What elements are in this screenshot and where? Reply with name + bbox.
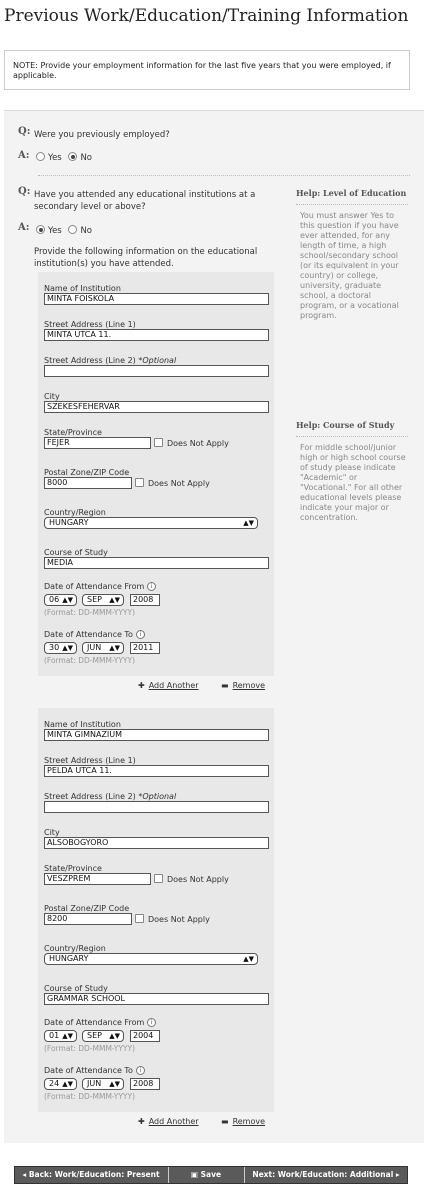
- q1-yes-label: Yes: [48, 153, 62, 163]
- to-label: [44, 630, 145, 639]
- from-year-input[interactable]: 2008: [130, 594, 160, 606]
- q1-text: Were you previously employed?: [34, 130, 170, 140]
- q1-label: Q:: [18, 126, 31, 137]
- not-apply-label: Does Not Apply: [167, 875, 229, 884]
- button-separator: [168, 1167, 169, 1183]
- remove-link-1[interactable]: [221, 681, 265, 690]
- add-icon: ✚: [138, 681, 145, 690]
- add-another-text[interactable]: Add Another: [148, 681, 199, 690]
- button-separator: [244, 1167, 245, 1183]
- help-body: For middle school/junior high or high school course of study please indicate "Academic" or "Vocational." For all other educational levels please indicate your major or concentration.: [300, 443, 406, 522]
- street2-input[interactable]: [44, 365, 269, 377]
- to-month-select[interactable]: [82, 1078, 124, 1090]
- course-label: Course of Study: [44, 984, 108, 993]
- q2-instruction: Provide the following information on the educational institution(s) you have attended.: [34, 247, 258, 269]
- to-label-text: Date of Attendance To: [44, 630, 133, 639]
- institution-block: [38, 708, 274, 1112]
- format-hint: (Format: DD-MMM-YYYY): [44, 608, 136, 617]
- from-day-value: 01: [49, 1031, 60, 1040]
- postal-not-apply-checkbox[interactable]: [135, 914, 144, 923]
- course-input[interactable]: MEDIA: [44, 557, 269, 569]
- to-label-text: Date of Attendance To: [44, 1066, 133, 1075]
- state-input[interactable]: FEJER: [44, 437, 151, 449]
- street1-input[interactable]: MINTA UTCA 11.: [44, 329, 269, 341]
- postal-label: Postal Zone/ZIP Code: [44, 468, 130, 477]
- page-title: Previous Work/Education/Training Information: [4, 6, 409, 26]
- remove-text[interactable]: Remove: [232, 681, 266, 690]
- course-label: Course of Study: [44, 548, 108, 557]
- footer-nav-bar: [14, 1166, 408, 1184]
- street1-label: Street Address (Line 1): [44, 320, 136, 329]
- state-not-apply-checkbox[interactable]: [154, 438, 163, 447]
- city-label: City: [44, 392, 60, 401]
- next-label: Next: Work/Education: Additional: [252, 1170, 394, 1179]
- q2-answer-group: [36, 225, 92, 237]
- back-arrow-icon: ◂: [22, 1170, 29, 1179]
- to-day-value: 30: [49, 643, 60, 652]
- q1-yes-radio[interactable]: [36, 152, 45, 161]
- institution-name-input[interactable]: MINTA GIMNAZIUM: [44, 729, 269, 741]
- remove-link-2[interactable]: [221, 1117, 265, 1126]
- select-arrow-icon: ▲▼: [62, 644, 73, 652]
- street1-input[interactable]: PELDA UTCA 11.: [44, 765, 269, 777]
- q2-yes-radio[interactable]: [36, 225, 45, 234]
- add-another-link-1[interactable]: [138, 681, 199, 690]
- city-label: City: [44, 828, 60, 837]
- a1-label: A:: [18, 150, 30, 161]
- optional-marker: *Optional: [138, 792, 177, 801]
- q2-text: Have you attended any educational institutions at a secondary level or above?: [34, 190, 256, 212]
- postal-not-apply[interactable]: [135, 478, 210, 488]
- from-label: [44, 582, 156, 591]
- select-arrow-icon: ▲▼: [243, 519, 254, 527]
- add-another-link-2[interactable]: [138, 1117, 199, 1126]
- to-year-input[interactable]: 2008: [130, 1078, 160, 1090]
- to-year-input[interactable]: 2011: [130, 642, 160, 654]
- from-month-value: SEP: [87, 595, 102, 604]
- from-day-value: 06: [49, 595, 60, 604]
- help-body: You must answer Yes to this question if you have ever attended, for any length of time, a high school/secondary school (or its equivalent in your country) or college, university, graduate school, a doctoral program, or a vocational program.: [300, 211, 399, 320]
- from-month-select[interactable]: [82, 594, 124, 606]
- to-day-value: 24: [49, 1079, 60, 1088]
- from-label: [44, 1018, 156, 1027]
- country-value: HUNGARY: [49, 954, 89, 963]
- from-label-text: Date of Attendance From: [44, 582, 145, 591]
- remove-text[interactable]: Remove: [232, 1117, 266, 1126]
- next-arrow-icon: ▸: [393, 1170, 400, 1179]
- help-title: Help: Level of Education: [296, 188, 408, 205]
- street2-label-text: Street Address (Line 2): [44, 356, 136, 365]
- institution-block: [38, 272, 274, 676]
- optional-marker: *Optional: [138, 356, 177, 365]
- from-month-value: SEP: [87, 1031, 102, 1040]
- q2-no-radio[interactable]: [68, 225, 77, 234]
- postal-input[interactable]: 8000: [44, 477, 132, 489]
- to-month-value: JUN: [87, 1079, 102, 1088]
- back-button[interactable]: [17, 1168, 165, 1182]
- state-not-apply[interactable]: [154, 874, 229, 884]
- country-label: Country/Region: [44, 944, 106, 953]
- from-year-input[interactable]: 2004: [130, 1030, 160, 1042]
- q2-yes-label: Yes: [48, 226, 62, 236]
- postal-label: Postal Zone/ZIP Code: [44, 904, 130, 913]
- street2-input[interactable]: [44, 801, 269, 813]
- select-arrow-icon: ▲▼: [62, 1080, 73, 1088]
- state-label: State/Province: [44, 864, 102, 873]
- state-not-apply[interactable]: [154, 438, 229, 448]
- street2-label-text: Street Address (Line 2): [44, 792, 136, 801]
- street1-label: Street Address (Line 1): [44, 756, 136, 765]
- from-month-select[interactable]: [82, 1030, 124, 1042]
- q1-no-radio[interactable]: [68, 152, 77, 161]
- save-button[interactable]: [171, 1168, 241, 1182]
- q2-label: Q:: [18, 186, 31, 197]
- a2-label: A:: [18, 222, 30, 233]
- remove-icon: ▬: [221, 1117, 229, 1126]
- street2-label: [44, 792, 176, 801]
- format-hint: (Format: DD-MMM-YYYY): [44, 1044, 136, 1053]
- select-arrow-icon: ▲▼: [62, 596, 73, 604]
- to-day-select[interactable]: [44, 642, 77, 654]
- country-value: HUNGARY: [49, 518, 89, 527]
- help-course-of-study: [296, 420, 408, 523]
- course-input[interactable]: GRAMMAR SCHOOL: [44, 993, 269, 1005]
- select-arrow-icon: ▲▼: [62, 1032, 73, 1040]
- not-apply-label: Does Not Apply: [167, 439, 229, 448]
- select-arrow-icon: ▲▼: [109, 596, 120, 604]
- divider: [38, 175, 410, 176]
- city-input[interactable]: ALSOBOGYORO: [44, 837, 269, 849]
- save-icon: ▣: [190, 1170, 201, 1179]
- postal-not-apply-checkbox[interactable]: [135, 478, 144, 487]
- institution-name-input[interactable]: MINTA FOISKOLA: [44, 293, 269, 305]
- help-level-of-education: [296, 188, 408, 321]
- select-arrow-icon: ▲▼: [109, 1032, 120, 1040]
- from-day-select[interactable]: [44, 594, 77, 606]
- q1-no-label: No: [80, 153, 92, 163]
- name-label: Name of Institution: [44, 284, 121, 293]
- remove-icon: ▬: [221, 681, 229, 690]
- from-day-select[interactable]: [44, 1030, 77, 1042]
- q1-answer-group: [36, 152, 92, 164]
- not-apply-label: Does Not Apply: [148, 915, 210, 924]
- to-day-select[interactable]: [44, 1078, 77, 1090]
- state-not-apply-checkbox[interactable]: [154, 874, 163, 883]
- from-label-text: Date of Attendance From: [44, 1018, 145, 1027]
- select-arrow-icon: ▲▼: [109, 644, 120, 652]
- country-label: Country/Region: [44, 508, 106, 517]
- to-month-select[interactable]: [82, 642, 124, 654]
- help-title: Help: Course of Study: [296, 420, 408, 437]
- format-hint: (Format: DD-MMM-YYYY): [44, 656, 136, 665]
- info-icon[interactable]: i: [136, 630, 145, 639]
- next-button[interactable]: [247, 1168, 405, 1182]
- add-icon: ✚: [138, 1117, 145, 1126]
- info-icon[interactable]: i: [147, 1018, 156, 1027]
- back-label: Back: Work/Education: Present: [28, 1170, 160, 1179]
- city-input[interactable]: SZEKESFEHERVAR: [44, 401, 269, 413]
- note-box: NOTE: Provide your employment information for the last five years that you were employed, if applicable.: [4, 50, 410, 90]
- state-input[interactable]: VESZPREM: [44, 873, 151, 885]
- state-label: State/Province: [44, 428, 102, 437]
- q2-no-label: No: [80, 226, 92, 236]
- street2-label: [44, 356, 176, 365]
- format-hint: (Format: DD-MMM-YYYY): [44, 1092, 136, 1101]
- select-arrow-icon: ▲▼: [109, 1080, 120, 1088]
- info-icon[interactable]: i: [147, 582, 156, 591]
- name-label: Name of Institution: [44, 720, 121, 729]
- postal-not-apply[interactable]: [135, 914, 210, 924]
- country-select[interactable]: [44, 953, 258, 965]
- info-icon[interactable]: i: [136, 1066, 145, 1075]
- not-apply-label: Does Not Apply: [148, 479, 210, 488]
- postal-input[interactable]: 8200: [44, 913, 132, 925]
- add-another-text[interactable]: Add Another: [148, 1117, 199, 1126]
- to-label: [44, 1066, 145, 1075]
- to-month-value: JUN: [87, 643, 102, 652]
- country-select[interactable]: [44, 517, 258, 529]
- save-label: Save: [200, 1170, 222, 1179]
- select-arrow-icon: ▲▼: [243, 955, 254, 963]
